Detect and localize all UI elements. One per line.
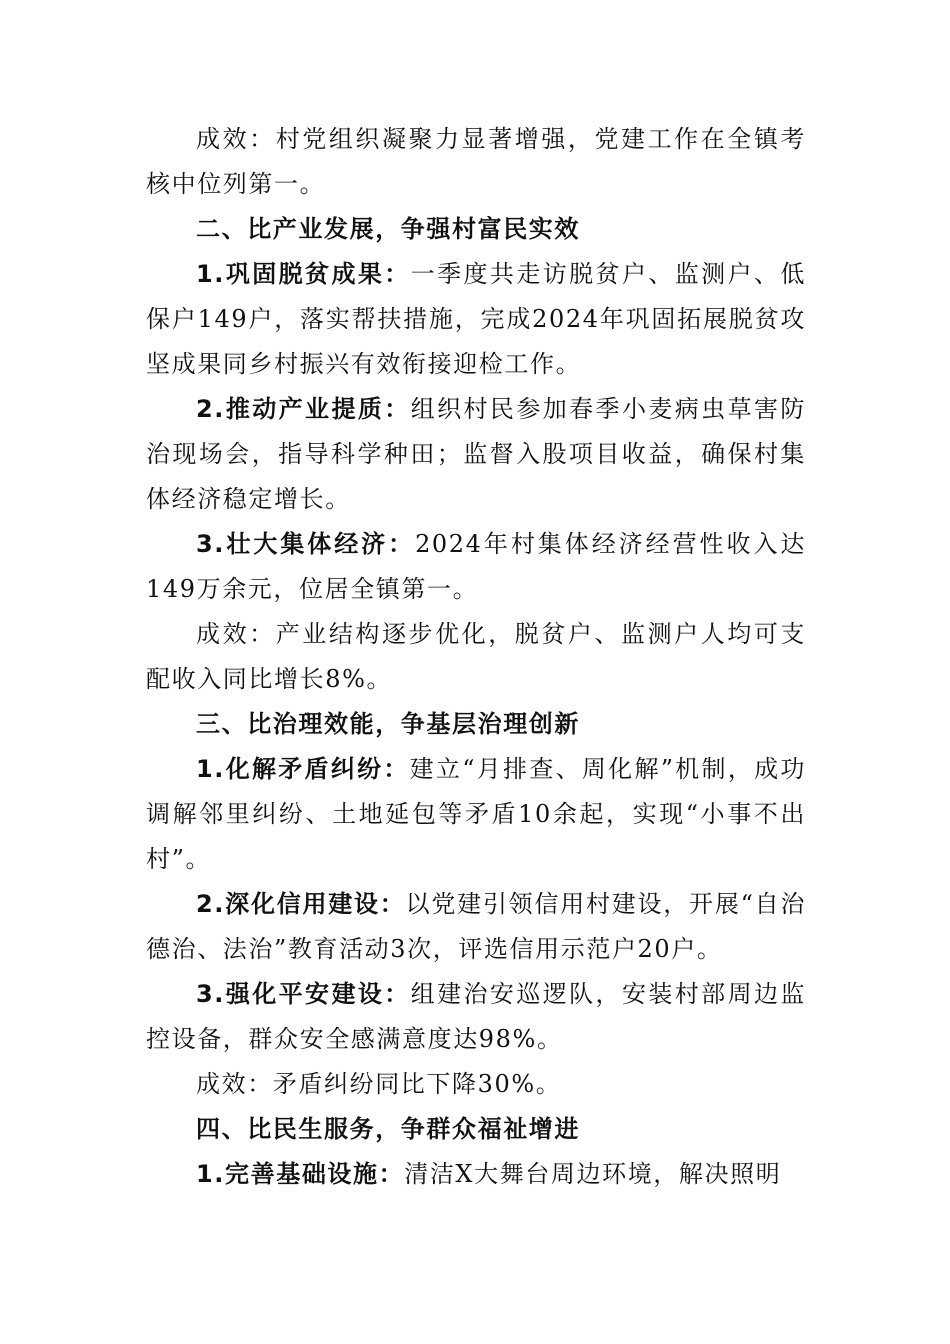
list-item bbox=[146, 522, 806, 612]
item-lead: 2.深化信用建设： bbox=[196, 890, 406, 918]
item-lead: 1.化解矛盾纠纷： bbox=[196, 755, 410, 783]
list-item bbox=[146, 387, 806, 522]
summary-paragraph: 成效：矛盾纠纷同比下降30%。 bbox=[196, 1070, 562, 1098]
item-lead: 1.巩固脱贫成果： bbox=[196, 260, 411, 288]
item-lead: 3.壮大集体经济： bbox=[196, 530, 416, 558]
list-item bbox=[146, 747, 806, 882]
section-heading: 三、比治理效能，争基层治理创新 bbox=[196, 710, 580, 738]
item-text: 清洁X大舞台周边环境，解决照明 bbox=[404, 1160, 782, 1188]
item-text: 组建治安巡逻队，安装村部周边监控设备，群众安全感满意度达98%。 bbox=[146, 980, 807, 1053]
item-text: 建立“月排查、周化解”机制，成功调解邻里纠纷、土地延包等矛盾10余起，实现“小事不出村”。 bbox=[146, 755, 806, 873]
summary-paragraph: 成效：村党组织凝聚力显著增强，党建工作在全镇考核中位列第一。 bbox=[146, 125, 806, 198]
item-text: 组织村民参加春季小麦病虫草害防治现场会，指导科学种田；监督入股项目收益，确保村集体经济稳定增长。 bbox=[146, 395, 807, 513]
document-page bbox=[146, 117, 806, 1197]
section-heading: 四、比民生服务，争群众福祉增进 bbox=[196, 1115, 580, 1143]
list-item bbox=[146, 1152, 806, 1197]
item-text: 一季度共走访脱贫户、监测户、低保户149户，落实帮扶措施，完成2024年巩固拓展脱贫攻坚成果同乡村振兴有效衔接迎检工作。 bbox=[146, 260, 807, 378]
item-lead: 1.完善基础设施： bbox=[196, 1160, 405, 1188]
item-lead: 3.强化平安建设： bbox=[196, 980, 411, 1008]
list-item bbox=[146, 882, 806, 972]
item-text: 以党建引领信用村建设，开展“自治德治、法治”教育活动3次，评选信用示范户20户。 bbox=[146, 890, 806, 963]
summary-paragraph: 成效：产业结构逐步优化，脱贫户、监测户人均可支配收入同比增长8%。 bbox=[146, 620, 806, 693]
list-item bbox=[146, 972, 806, 1062]
item-text: 2024年村集体经济经营性收入达149万余元，位居全镇第一。 bbox=[146, 530, 806, 603]
item-lead: 2.推动产业提质： bbox=[196, 395, 411, 423]
list-item bbox=[146, 252, 806, 387]
section-heading: 二、比产业发展，争强村富民实效 bbox=[196, 215, 580, 243]
